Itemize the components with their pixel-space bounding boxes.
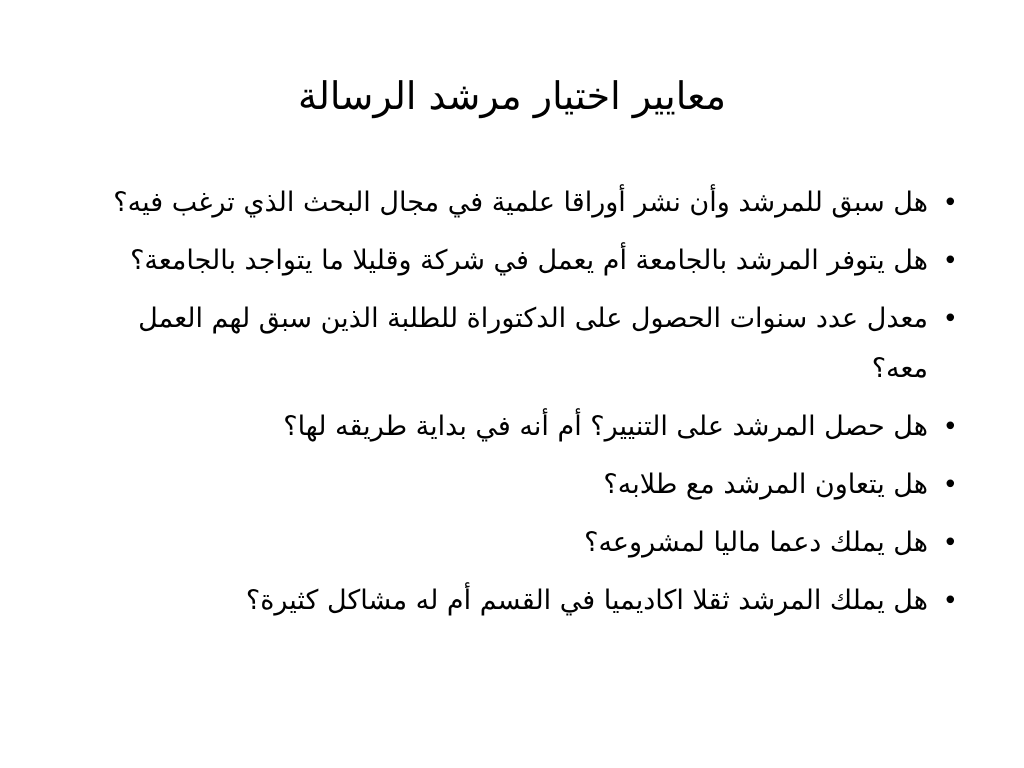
bullet-icon: • — [942, 528, 958, 558]
bullet-icon: • — [942, 304, 958, 334]
slide-title: معايير اختيار مرشد الرسالة — [297, 74, 726, 118]
bullet-text: هل يملك دعما ماليا لمشروعه؟ — [584, 527, 928, 558]
bullet-icon: • — [942, 412, 958, 442]
bullet-text: هل يملك المرشد ثقلا اكاديميا في القسم أم له مشاكل كثيرة؟ — [245, 585, 928, 616]
bullet-text: هل يتعاون المرشد مع طلابه؟ — [603, 469, 928, 500]
bullet-icon: • — [942, 246, 958, 276]
list-item — [92, 236, 960, 286]
bullet-text: هل يتوفر المرشد بالجامعة أم يعمل في شركة وقليلا ما يتواجد بالجامعة؟ — [130, 245, 928, 276]
bullet-text: هل حصل المرشد على التنيير؟ أم أنه في بداية طريقه لها؟ — [283, 411, 928, 442]
bullet-list — [92, 178, 960, 634]
bullet-icon: • — [942, 470, 958, 500]
bullet-icon: • — [942, 188, 958, 218]
list-item — [92, 576, 960, 626]
bullet-text: هل سبق للمرشد وأن نشر أوراقا علمية في مجال البحث الذي ترغب فيه؟ — [113, 187, 928, 218]
bullet-icon: • — [942, 586, 958, 616]
list-item — [92, 178, 960, 228]
list-item — [92, 402, 960, 452]
list-item — [92, 460, 960, 510]
list-item — [92, 518, 960, 568]
bullet-text: معدل عدد سنوات الحصول على الدكتوراة للطلبة الذين سبق لهم العمل معه؟ — [138, 303, 928, 384]
list-item — [92, 294, 960, 394]
